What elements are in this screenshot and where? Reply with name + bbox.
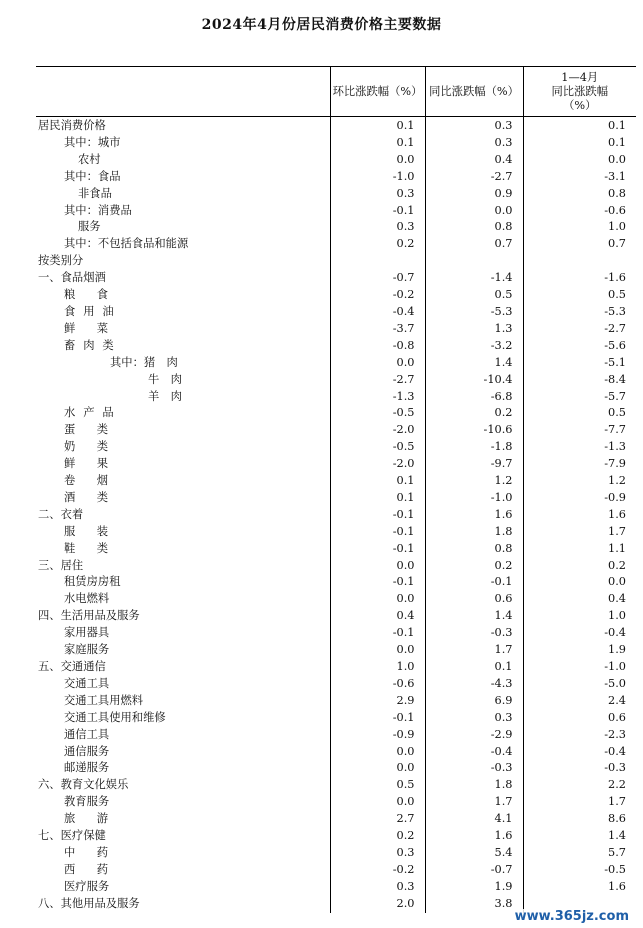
value-month-on-month: 0.2 [330,236,425,253]
row-label-cell [36,862,330,879]
table-row [36,287,636,304]
table-row [36,219,636,236]
value-ytd-year-on-year: -0.3 [523,760,636,777]
row-label-cell [36,219,330,236]
row-label-cell [36,574,330,591]
row-label: 鲜果 [64,457,130,471]
row-label-cell [36,710,330,727]
value-year-on-year: -10.6 [425,422,523,439]
value-ytd-year-on-year: -7.7 [523,422,636,439]
table-row [36,608,636,625]
row-label: 食用油 [64,304,122,318]
table-row [36,321,636,338]
value-year-on-year: 0.2 [425,558,523,575]
value-ytd-year-on-year: -3.1 [523,169,636,186]
value-month-on-month: 2.7 [330,811,425,828]
value-year-on-year: 1.3 [425,321,523,338]
row-label-cell [36,541,330,558]
value-ytd-year-on-year: 1.7 [523,524,636,541]
value-month-on-month: 0.0 [330,152,425,169]
row-label: 七、医疗保健 [38,829,106,843]
table-row [36,186,636,203]
value-ytd-year-on-year: 0.1 [523,117,636,135]
value-year-on-year: 0.6 [425,591,523,608]
value-ytd-year-on-year: -0.6 [523,203,636,220]
row-label: 鞋类 [64,541,130,555]
row-label-cell [36,879,330,896]
row-label-cell [36,439,330,456]
value-month-on-month: -0.1 [330,541,425,558]
row-label-cell [36,777,330,794]
value-year-on-year: -2.7 [425,169,523,186]
value-ytd-year-on-year: -8.4 [523,372,636,389]
row-label: 奶类 [64,440,130,454]
row-label: 水电燃料 [64,592,110,606]
value-month-on-month: -0.9 [330,727,425,744]
value-year-on-year: 3.8 [425,896,523,913]
row-label-cell [36,236,330,253]
value-month-on-month: -3.7 [330,321,425,338]
table-row [36,760,636,777]
row-label-cell [36,152,330,169]
value-ytd-year-on-year: -5.7 [523,389,636,406]
value-ytd-year-on-year: -0.5 [523,862,636,879]
value-month-on-month: -0.2 [330,862,425,879]
row-label-cell [36,642,330,659]
value-ytd-year-on-year: 1.0 [523,608,636,625]
value-year-on-year: 0.7 [425,236,523,253]
table-row [36,625,636,642]
table-row [36,439,636,456]
row-label: 中药 [64,845,130,859]
table-body [36,117,636,913]
value-month-on-month: 0.5 [330,777,425,794]
value-month-on-month: 0.3 [330,186,425,203]
value-year-on-year: -9.7 [425,456,523,473]
row-label-cell [36,372,330,389]
value-ytd-year-on-year: 8.6 [523,811,636,828]
row-label-cell [36,727,330,744]
value-year-on-year: 1.4 [425,608,523,625]
value-ytd-year-on-year: -7.9 [523,456,636,473]
row-label-cell [36,507,330,524]
row-label-cell [36,287,330,304]
table-row [36,456,636,473]
header-year-on-year: 同比涨跌幅（%） [425,67,523,117]
value-year-on-year: -6.8 [425,389,523,406]
table-row [36,338,636,355]
value-year-on-year: -1.0 [425,490,523,507]
row-label: 家用器具 [64,626,110,640]
value-month-on-month: 0.2 [330,828,425,845]
value-month-on-month: 0.0 [330,744,425,761]
row-label: 五、交通通信 [38,660,106,673]
table-row [36,879,636,896]
value-year-on-year: 0.5 [425,287,523,304]
value-month-on-month: -0.1 [330,710,425,727]
table-header-row [36,67,636,117]
cpi-data-table [36,66,636,913]
row-label-cell [36,253,330,270]
value-year-on-year: -2.9 [425,727,523,744]
table-row [36,169,636,186]
value-month-on-month: -0.5 [330,405,425,422]
row-label: 交通工具 [64,676,110,690]
header-ytd-line1: 1—4月 [561,70,599,84]
row-label: 六、教育文化娱乐 [38,778,129,792]
row-label-cell [36,524,330,541]
row-label: 鲜菜 [64,321,130,335]
value-ytd-year-on-year: 0.0 [523,152,636,169]
table-row [36,777,636,794]
value-ytd-year-on-year: -2.3 [523,727,636,744]
value-month-on-month: 2.0 [330,896,425,913]
value-year-on-year: 1.6 [425,507,523,524]
row-label: 其中：食品 [64,169,121,183]
row-label: 其中：不包括食品和能源 [64,237,189,251]
row-label: 酒类 [64,490,130,504]
row-label-cell [36,828,330,845]
value-ytd-year-on-year: -1.3 [523,439,636,456]
value-ytd-year-on-year: 2.4 [523,693,636,710]
row-label-cell [36,794,330,811]
value-year-on-year: -5.3 [425,304,523,321]
value-month-on-month: -0.1 [330,625,425,642]
value-year-on-year: 0.0 [425,203,523,220]
row-label-cell [36,135,330,152]
row-label: 羊 肉 [148,389,182,403]
value-ytd-year-on-year: 1.4 [523,828,636,845]
value-ytd-year-on-year: 0.4 [523,591,636,608]
row-label-cell [36,456,330,473]
row-label: 通信服务 [64,744,110,758]
row-label: 农村 [78,152,101,166]
header-month-on-month: 环比涨跌幅（%） [330,67,425,117]
value-ytd-year-on-year: 0.2 [523,558,636,575]
row-label-cell [36,117,330,135]
table-row [36,574,636,591]
row-label-cell [36,473,330,490]
row-label: 西药 [64,862,130,876]
value-ytd-year-on-year: 0.1 [523,135,636,152]
value-year-on-year: -0.3 [425,625,523,642]
value-month-on-month: 0.1 [330,117,425,135]
row-label: 服务 [78,220,101,234]
value-year-on-year [425,253,523,270]
value-year-on-year: 0.3 [425,117,523,135]
row-label: 居民消费价格 [38,119,106,132]
row-label-cell [36,203,330,220]
value-month-on-month: -0.1 [330,574,425,591]
value-year-on-year: 1.6 [425,828,523,845]
value-month-on-month: 2.9 [330,693,425,710]
value-ytd-year-on-year: 0.0 [523,574,636,591]
value-year-on-year: 0.8 [425,541,523,558]
table-row [36,253,636,270]
table-row [36,558,636,575]
value-ytd-year-on-year: 0.7 [523,236,636,253]
value-year-on-year: 0.3 [425,135,523,152]
row-label-cell [36,338,330,355]
value-ytd-year-on-year: 1.0 [523,219,636,236]
row-label: 通信工具 [64,727,110,741]
row-label: 卷烟 [64,474,130,488]
row-label: 蛋类 [64,423,130,437]
value-month-on-month: -0.1 [330,203,425,220]
table-row [36,591,636,608]
row-label: 八、其他用品及服务 [38,896,140,910]
row-label-cell [36,169,330,186]
row-label: 其中：消费品 [64,203,132,217]
row-label: 三、居住 [38,558,84,572]
value-ytd-year-on-year: -5.3 [523,304,636,321]
table-row [36,676,636,693]
table-row [36,744,636,761]
value-month-on-month: -2.7 [330,372,425,389]
value-year-on-year: 0.2 [425,405,523,422]
table-row [36,811,636,828]
row-label-cell [36,389,330,406]
site-watermark: www.365jz.com [514,909,629,924]
value-year-on-year: -3.2 [425,338,523,355]
table-row [36,828,636,845]
value-year-on-year: -0.1 [425,574,523,591]
row-label: 按类别分 [38,254,84,268]
value-month-on-month: -0.2 [330,287,425,304]
value-month-on-month: -2.0 [330,456,425,473]
value-ytd-year-on-year: 1.9 [523,642,636,659]
value-ytd-year-on-year: 0.5 [523,405,636,422]
value-month-on-month: 0.1 [330,473,425,490]
value-month-on-month: 1.0 [330,659,425,676]
value-ytd-year-on-year: 0.5 [523,287,636,304]
row-label: 其中：城市 [64,135,121,149]
row-label: 一、食品烟酒 [38,271,106,285]
table-row [36,862,636,879]
table-row [36,473,636,490]
value-year-on-year: 1.8 [425,777,523,794]
row-label: 水产品 [64,406,122,420]
value-ytd-year-on-year: -1.6 [523,270,636,287]
value-year-on-year: 0.9 [425,186,523,203]
value-ytd-year-on-year [523,253,636,270]
value-ytd-year-on-year: -0.4 [523,625,636,642]
table-row [36,541,636,558]
table-row [36,236,636,253]
value-ytd-year-on-year: 1.2 [523,473,636,490]
value-year-on-year: -0.7 [425,862,523,879]
row-label-cell [36,760,330,777]
table-row [36,152,636,169]
row-label-cell [36,270,330,287]
row-label-cell [36,676,330,693]
value-ytd-year-on-year: 1.6 [523,507,636,524]
table-row [36,693,636,710]
table-row [36,270,636,287]
value-ytd-year-on-year: 2.2 [523,777,636,794]
table-row [36,135,636,152]
table-row [36,405,636,422]
header-ytd-line2: 同比涨跌幅 [551,84,608,98]
header-label [36,67,330,117]
row-label-cell [36,304,330,321]
row-label-cell [36,608,330,625]
row-label-cell [36,490,330,507]
value-month-on-month: 0.0 [330,591,425,608]
row-label-cell [36,744,330,761]
row-label: 交通工具使用和维修 [64,710,166,724]
value-ytd-year-on-year: -5.6 [523,338,636,355]
value-ytd-year-on-year: 0.6 [523,710,636,727]
row-label: 医疗服务 [64,879,110,893]
value-month-on-month: 0.0 [330,794,425,811]
value-ytd-year-on-year: 1.7 [523,794,636,811]
table-row [36,642,636,659]
row-label: 家庭服务 [64,643,110,657]
header-ytd-line3: （%） [563,98,597,112]
value-month-on-month [330,253,425,270]
value-month-on-month: -0.6 [330,676,425,693]
value-ytd-year-on-year: 1.6 [523,879,636,896]
value-ytd-year-on-year: 1.1 [523,541,636,558]
value-month-on-month: -0.5 [330,439,425,456]
table-row [36,304,636,321]
table-row [36,490,636,507]
value-month-on-month: -0.4 [330,304,425,321]
row-label: 粮食 [64,288,130,302]
table-row [36,524,636,541]
value-month-on-month: 0.3 [330,219,425,236]
row-label-cell [36,405,330,422]
row-label: 二、衣着 [38,507,84,521]
value-month-on-month: 0.4 [330,608,425,625]
row-label: 教育服务 [64,795,110,809]
value-year-on-year: 0.3 [425,710,523,727]
value-ytd-year-on-year: 0.8 [523,186,636,203]
table-row [36,659,636,676]
value-month-on-month: 0.3 [330,845,425,862]
value-ytd-year-on-year: -2.7 [523,321,636,338]
row-label-cell [36,811,330,828]
row-label-cell [36,321,330,338]
value-year-on-year: 1.4 [425,355,523,372]
value-year-on-year: 0.4 [425,152,523,169]
row-label: 旅游 [64,812,130,826]
row-label: 邮递服务 [64,761,110,775]
value-year-on-year: -0.4 [425,744,523,761]
row-label: 牛 肉 [148,372,182,386]
value-year-on-year: 4.1 [425,811,523,828]
value-month-on-month: -0.1 [330,524,425,541]
table-row [36,117,636,135]
table-row [36,389,636,406]
row-label: 其中：猪 肉 [110,355,178,369]
value-year-on-year: -4.3 [425,676,523,693]
row-label-cell [36,845,330,862]
value-month-on-month: 0.0 [330,642,425,659]
row-label-cell [36,625,330,642]
row-label-cell [36,186,330,203]
header-ytd-year-on-year [523,67,636,117]
value-month-on-month: 0.1 [330,490,425,507]
value-year-on-year: 6.9 [425,693,523,710]
table-row [36,355,636,372]
table-row [36,372,636,389]
row-label-cell [36,659,330,676]
value-year-on-year: 5.4 [425,845,523,862]
value-year-on-year: -0.3 [425,760,523,777]
value-year-on-year: 0.8 [425,219,523,236]
value-year-on-year: -1.4 [425,270,523,287]
value-year-on-year: -10.4 [425,372,523,389]
row-label: 四、生活用品及服务 [38,609,140,623]
row-label: 畜肉类 [64,338,122,352]
value-ytd-year-on-year: -0.9 [523,490,636,507]
value-year-on-year: 1.2 [425,473,523,490]
value-month-on-month: -1.0 [330,169,425,186]
value-month-on-month: 0.0 [330,558,425,575]
value-month-on-month: 0.0 [330,760,425,777]
value-year-on-year: -1.8 [425,439,523,456]
value-year-on-year: 1.9 [425,879,523,896]
value-ytd-year-on-year: -0.4 [523,744,636,761]
row-label: 非食品 [78,186,112,200]
row-label-cell [36,693,330,710]
value-year-on-year: 1.7 [425,642,523,659]
value-ytd-year-on-year: -5.0 [523,676,636,693]
row-label: 服装 [64,524,130,538]
value-ytd-year-on-year: -1.0 [523,659,636,676]
value-month-on-month: -2.0 [330,422,425,439]
row-label: 交通工具用燃料 [64,693,144,707]
value-month-on-month: -0.7 [330,270,425,287]
table-row [36,845,636,862]
value-year-on-year: 1.7 [425,794,523,811]
document-title: 2024年4月份居民消费价格主要数据 [201,17,442,33]
table-row [36,507,636,524]
row-label-cell [36,422,330,439]
value-month-on-month: 0.0 [330,355,425,372]
value-month-on-month: -0.1 [330,507,425,524]
value-ytd-year-on-year: 5.7 [523,845,636,862]
value-month-on-month: 0.3 [330,879,425,896]
table-row [36,710,636,727]
row-label: 租赁房房租 [64,575,121,589]
table-row [36,794,636,811]
value-year-on-year: 0.1 [425,659,523,676]
row-label-cell [36,896,330,913]
value-ytd-year-on-year: -5.1 [523,355,636,372]
row-label-cell [36,355,330,372]
row-label-cell [36,558,330,575]
value-month-on-month: -1.3 [330,389,425,406]
table-row [36,422,636,439]
table-row [36,727,636,744]
table-row [36,203,636,220]
value-month-on-month: 0.1 [330,135,425,152]
value-month-on-month: -0.8 [330,338,425,355]
row-label-cell [36,591,330,608]
value-year-on-year: 1.8 [425,524,523,541]
